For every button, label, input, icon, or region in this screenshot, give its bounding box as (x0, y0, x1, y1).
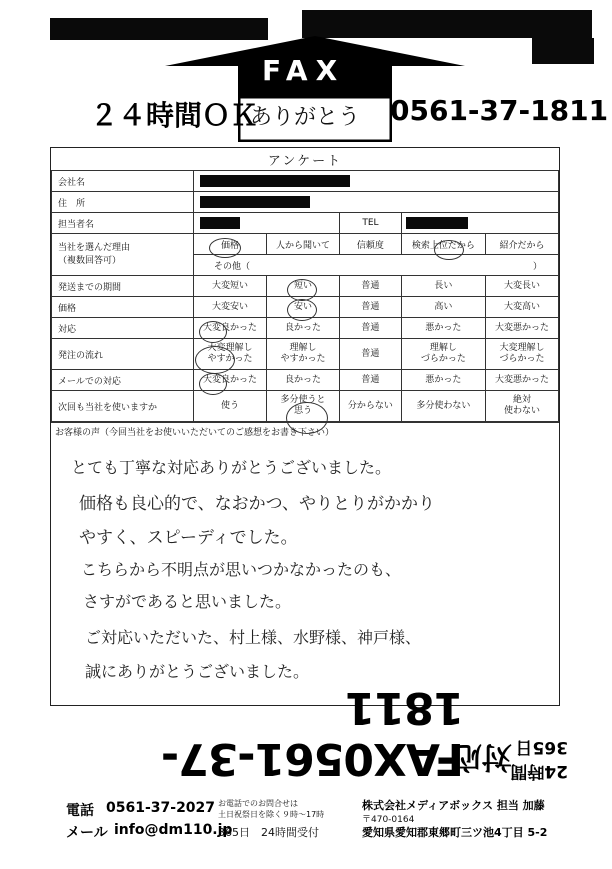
rating-option[interactable]: 分からない (340, 391, 402, 422)
address-label: 住 所 (52, 192, 194, 213)
hours-note-1: お電話でのお問合せは (218, 799, 298, 808)
rating-label: 発送までの期間 (52, 276, 194, 297)
other-close: ） (532, 261, 542, 272)
rating-label: メールでの対応 (52, 370, 194, 391)
voice-line: こちらから不明点が思いつかなかったのも、 (81, 560, 402, 579)
reason-option[interactable]: 紹介だから (485, 234, 558, 255)
phone-number: 0561-37-2027 (106, 800, 216, 816)
rating-option[interactable]: 大変悪かった (485, 370, 558, 391)
selected-mark (199, 373, 227, 395)
rating-option[interactable]: 普通 (340, 297, 402, 318)
reason-option[interactable]: 信頼度 (340, 234, 402, 255)
postal-code: 〒470-0164 (362, 815, 415, 825)
rating-row (52, 339, 559, 370)
voice-label: お客様の声（今回当社をお使いいただいてのご感想をお書き下さい） (55, 428, 335, 438)
reason-option[interactable]: 検索上位だから (401, 234, 485, 255)
rating-label: 次回も当社を使いますか (52, 391, 194, 422)
selected-mark (209, 238, 241, 258)
rating-option[interactable]: 長い (401, 276, 485, 297)
banner-taiou: 対応 (452, 739, 512, 774)
mail-label: メール (66, 825, 108, 841)
rating-option[interactable]: 多分使うと 思う (267, 391, 340, 422)
selected-mark (287, 299, 317, 321)
company-label: 会社名 (52, 171, 194, 192)
company-address: 愛知県愛知郡東郷町三ツ池4丁目 5-2 (362, 826, 548, 839)
selected-mark (287, 279, 317, 301)
rating-option[interactable]: 悪かった (401, 318, 485, 339)
voice-line: 誠にありがとうございました。 (85, 662, 310, 681)
rating-row (52, 370, 559, 391)
redacted-block (532, 38, 594, 64)
hours-note-3: 365日 24時間受付 (218, 826, 319, 839)
selected-mark (434, 240, 464, 260)
rating-option[interactable]: 普通 (340, 339, 402, 370)
rating-option[interactable]: 普通 (340, 370, 402, 391)
thanks-text: ありがとう (250, 105, 361, 130)
rating-option[interactable]: 理解し づらかった (401, 339, 485, 370)
reason-option[interactable]: 価格 (194, 234, 267, 255)
redacted-contact (200, 217, 240, 229)
hours-note-2: 土日祝祭日を除く９時～17時 (218, 810, 325, 819)
voice-line: さすがであると思いました。 (83, 592, 292, 611)
rating-label: 発注の流れ (52, 339, 194, 370)
rating-option[interactable]: 安い (267, 297, 340, 318)
voice-line: ご対応いただいた、村上様、水野様、神戸様、 (85, 628, 422, 647)
rating-option[interactable]: 良かった (267, 370, 340, 391)
rating-option[interactable]: 多分使わない (401, 391, 485, 422)
contact-label: 担当者名 (52, 213, 194, 234)
selected-mark (199, 321, 227, 343)
rating-option[interactable]: 普通 (340, 318, 402, 339)
hours-ok: ２４時間ＯＫ (90, 99, 259, 132)
voice-line: とても丁寧な対応ありがとうございました。 (71, 458, 392, 477)
rating-option[interactable]: 悪かった (401, 370, 485, 391)
rating-option[interactable]: 大変悪かった (485, 318, 558, 339)
rating-option[interactable]: 高い (401, 297, 485, 318)
fax-title: FAX (262, 54, 346, 87)
rating-option[interactable]: 大変高い (485, 297, 558, 318)
rating-option[interactable]: 短い (267, 276, 340, 297)
redacted-block (302, 10, 592, 38)
mail-address: info@dm110.jp (114, 822, 233, 838)
rating-option[interactable]: 絶対 使わない (485, 391, 558, 422)
form-title: アンケート (52, 148, 559, 171)
voice-line: 価格も良心的で、なおかつ、やりとりがかかり (79, 494, 435, 514)
selected-mark (195, 346, 235, 374)
rating-label: 対応 (52, 318, 194, 339)
banner-24h: 24時間 (510, 761, 568, 781)
rating-option[interactable]: 大変安い (194, 297, 267, 318)
rating-option[interactable]: 大変良かった (194, 318, 267, 339)
reason-label: 当社を選んだ理由 (58, 242, 131, 253)
rating-option[interactable]: 普通 (340, 276, 402, 297)
company-name: 株式会社メディアボックス 担当 加藤 (362, 799, 545, 812)
reason-sub: （複数回答可） (58, 255, 122, 266)
rating-option[interactable]: 理解し やすかった (267, 339, 340, 370)
banner-365: 365日 (515, 737, 568, 757)
other-label: その他（ (214, 261, 251, 272)
rating-option[interactable]: 大変良かった (194, 370, 267, 391)
voice-line: やすく、スピーディでした。 (79, 528, 298, 548)
redacted-company (200, 175, 350, 187)
selected-mark (286, 402, 328, 434)
rating-option[interactable]: 良かった (267, 318, 340, 339)
banner-fax-number: FAX0561-37-1811 (161, 682, 464, 784)
redacted-address (200, 196, 310, 208)
reason-option[interactable]: 人から聞いて (267, 234, 340, 255)
tel-label: TEL (340, 213, 402, 234)
voice-section (51, 422, 559, 705)
rating-option[interactable]: 使う (194, 391, 267, 422)
fax-number: 0561-37-1811 (390, 94, 609, 127)
footer-banner (58, 682, 578, 790)
redacted-tel (406, 217, 468, 229)
phone-label: 電話 (66, 803, 94, 819)
rating-option[interactable]: 大変理解し やすかった (194, 339, 267, 370)
rating-option[interactable]: 大変短い (194, 276, 267, 297)
rating-option[interactable]: 大変理解し づらかった (485, 339, 558, 370)
rating-label: 価格 (52, 297, 194, 318)
rating-option[interactable]: 大変長い (485, 276, 558, 297)
